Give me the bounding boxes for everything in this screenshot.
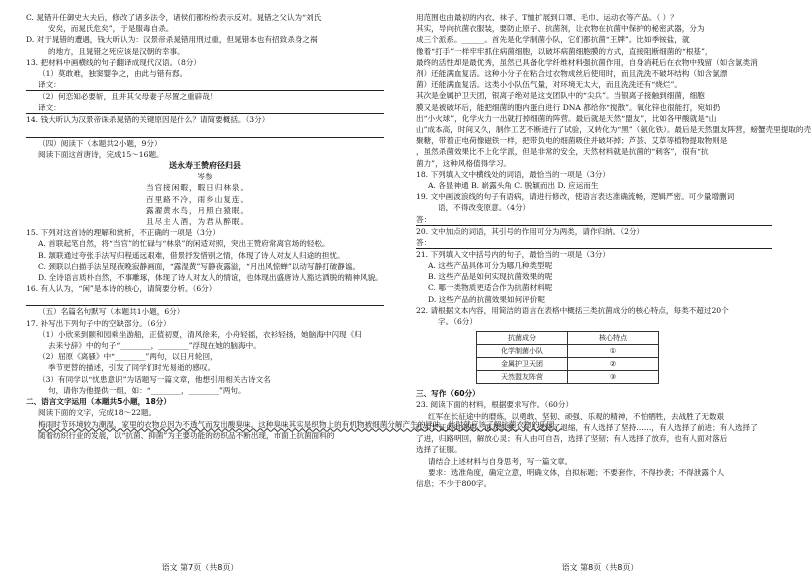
text-line: 其实，导向抗菌衣服装，要防止原子、抗菌剂，让衣物在抗菌中保护的秘密武器，分为	[416, 24, 705, 34]
text-line: 22. 请根据文本内容，用简洁的语言在表格中概括三类抗菌成分的核心特点，每类不超过20个	[416, 305, 729, 315]
text-line: 选择了征服。	[416, 445, 462, 455]
text-line: C. 颈联以白描手法呈现夜晚寂静画面，“露湿黄”写静夜露溢，“月出风惊蝉”以动写静打破静谧。	[38, 261, 361, 271]
text-line: （四）阅读下（本题共2小题，9分）	[38, 138, 162, 148]
text-line: 露濯黄水鸟，月照白猿眠。	[146, 205, 250, 215]
text-line: 用范围也由最初的内衣、袜子、T恤扩展到口罩、毛巾、运动衣等产品。（ ）？	[416, 13, 678, 22]
text-line: 请结合上述材料与自身思考，写一篇文章。	[428, 456, 573, 466]
text-line: 梅雨时节环境较为潮湿，家里的衣物总因为不透气而发出酸臭味。这种臭味其实是织物上的有机物被细菌分解产生的异味，此时就应该了解抗菌衣物的乐园。	[38, 419, 562, 429]
text-line: A. 各显神通 B. 崭露头角 C. 脱颖而出 D. 应运而生	[428, 181, 599, 191]
text-line: 且尽主人酒，为君从醉眠。	[146, 217, 250, 227]
text-line: 菌力”，这种风格值得学习。	[416, 158, 512, 168]
text-line: 随着纺织行业的发展，以“抗菌、抑菌”为主要功能的纺织品不断出现，市面上抗菌面料的	[38, 430, 335, 440]
text-line: 安矣，而晁氏危矣”，于是服毒自杀。	[48, 24, 174, 34]
answer-line[interactable]: 答：	[416, 214, 772, 226]
text-line: 像着“打手”一样牢牢抓住病菌细胞，以破坏病菌细胞膜的方式，直接阻断细菌的“根基”，	[416, 46, 713, 56]
text-line: C. 哪一类物质更适合作为抗菌材料呢	[428, 283, 553, 293]
text-line: 最终的活性却是最优秀，虽然已具备化学纤维材料强抗菌作用，自身消耗后在衣物中残留（如含氯类消	[416, 57, 758, 67]
text-line: 16. 有人认为，“闲”是本诗的核心，请简要分析。（6分）	[26, 284, 217, 294]
text-line: 菌）还能满血复活。这类小小队伍气量，对环境无太大，而且洗洗还有“烧烂”。	[416, 80, 682, 90]
answer-line[interactable]	[26, 294, 384, 306]
text-line: （2）何恋知必要斩，且并其父母妻子尽置之重辟哉！	[38, 92, 218, 102]
text-line: 信息；不少于800字。	[416, 478, 492, 488]
table-cell: 金属护卫天团	[477, 358, 568, 371]
text-line: A. 这些产品具体可分为哪几种类型呢	[428, 261, 553, 271]
text-line: （1）莫敢难，独窦婴争之，由此与错有郄。	[38, 69, 188, 79]
text-line: 二、语言文字运用（本题共5小题，18分）	[26, 397, 171, 407]
text-line: D. 全诗语言质朴自然，不事雕琢，体现了诗人对友人的情谊，也体现出盛唐诗人豁达洒脱的精神风貌。	[38, 273, 383, 283]
text-line: 聚糖，带着正电荷像磁铁一样，把带负电的细菌吸住并破坏掉；芦荟、艾草等植物提取物则是	[416, 136, 728, 146]
text-line: 红军长征的时间里，面对饥寒，有人选择了退缩，有人选择了坚持……，有人选择了前进；有人选择了	[416, 422, 758, 432]
page-content	[416, 388, 772, 489]
text-line: 阅读下面的文字，完成18～22题。	[38, 408, 157, 418]
text-line: （3）有同学以“忧患意识”为话题写一篇文章，他想引用相关古诗文名	[38, 374, 271, 384]
text-line: 17. 补写出下列句子中的空缺部分。（6分）	[26, 318, 171, 328]
answer-table	[476, 331, 659, 384]
text-line: C. 晁错升任御史大夫后，修改了诸多法令，诸侯们都纷纷表示反对。晁错之父认为“刘氏	[26, 13, 322, 22]
text-line: 的地方，且晁错之死应该是汉朝的幸事。	[48, 46, 185, 56]
text-line: 剂）还能满血复活。这种小分子在粘合过衣物成丝后使用时，而且洗洗不破坏结构（如含氯漂	[416, 69, 728, 79]
text-line: 阅读下面这首唐诗，完成15～16题。	[38, 149, 164, 159]
table-cell[interactable]: ③	[568, 371, 659, 384]
page-content	[416, 12, 811, 327]
text-line: A. 首联起笔自然，将“当官”的忙碌与“林泉”的闲适对照，突出王赞府常离官场的轻松。	[38, 239, 330, 249]
text-line: 岑参	[197, 172, 213, 182]
answer-line[interactable]: 译文：	[26, 79, 384, 91]
text-line: 21. 下列填入文中括号内的句子，最恰当的一项是（3分）	[416, 249, 610, 259]
table-cell[interactable]: ①	[568, 345, 659, 358]
text-line: 14. 钱大昕认为汉景帝诛杀晁错的关键原因是什么？请简要概括。（3分）	[26, 115, 270, 125]
text-line: ，虽然杀菌效果比不上化学派，但是非常的安全，天然材料就是抗菌的“刺客”，很有“抗	[416, 147, 709, 157]
text-line: 13. 把材料中画横线的句子翻译成现代汉语。（8分）	[26, 57, 201, 67]
text-line: B. 这些产品是如何实现抗菌效果的呢	[428, 272, 553, 282]
text-line: 红军在长征途中的磨炼，以勇敢、坚韧、顽强、乐观的精神，不怕牺牲，去战胜了无数艰	[428, 411, 725, 421]
text-line: 膜又是被破坏后，能把细菌的胞内蛋白进行 DNA 都给你“搅散”。氧化锌也很能打，宛如扔	[416, 102, 721, 112]
text-line: 要求：选准角度，确定立意，明确文体，自拟标题；不要套作，不得抄袭；不得泄露个人	[428, 467, 725, 477]
text-line: D. 这些产品的抗菌效果如何评价呢	[428, 294, 545, 304]
text-line: 去来兮辞》中的句子“________，________”浮现在她的脑海中。	[48, 341, 261, 351]
text-line: B. 颔联通过夸张手法写归程遥远艰难，借景抒发惜别之情，体现了诗人对友人归途的担忧。	[38, 250, 345, 260]
text-line: D. 对于晁错的遭遇，钱大昕认为：汉景帝杀晁错用刑过重，但晁错本也有招致杀身之祸	[26, 35, 318, 45]
text-line: 15. 下列对这首诗的理解和赏析，不正确的一项是（3分）	[26, 228, 220, 238]
text-line: 当官接闲暇，暇日归林泉。	[146, 183, 250, 193]
text-line: 字。（6分）	[438, 317, 477, 327]
table-header: 抗菌成分	[477, 332, 568, 345]
text-line: 季节更替的描述，引发了同学们时光易逝的感叹。	[48, 363, 216, 373]
table-cell: 化学制菌小队	[477, 345, 568, 358]
answer-line[interactable]	[26, 126, 384, 138]
page-footer: 语文 第7页（共8页）	[161, 562, 239, 572]
text-line: （2）屈原《离骚》中“________”两句，以日月轮回，	[38, 352, 218, 362]
text-line: 送永寿王赞府径归县	[169, 161, 241, 171]
text-line: 18. 下列填入文中横线处的词语，最恰当的一项是（3分）	[416, 169, 610, 179]
text-line: 了进，归路明回，解放心灵；有人由可自吾，选择了坚韧；有人选择了放弃，也有人面对落后	[416, 434, 728, 444]
text-line: （五）名篇名句默写（本题共1小题，6分）	[38, 307, 185, 317]
text-line: 百里路不冷，雨乡山复连。	[146, 194, 250, 204]
text-line: 出“小火球”，化学火力一出就打掉细菌的阵营。最后就是天然“盟友”，比如各甲酸就是“山	[416, 113, 717, 123]
text-line: （1）小欣来到颐和园乘坐游船，正值初夏，清风徐来，小舟轻摇，衣衫轻扬，她脑海中闪现《归	[38, 329, 362, 339]
text-line: 成三个派系。______。首先是化学制菌小队，它们都抗菌“王牌”。比如季铵盐，就	[416, 35, 690, 45]
text-line: 三、写作（60分）	[416, 389, 480, 399]
text-line: 23. 阅读下面的材料，根据要求写作。（60分）	[416, 400, 574, 410]
text-line: 其次是金属护卫天团，银离子绝对是这支团队中的“尖兵”。当银离子接触到细菌，细胞	[416, 91, 705, 101]
table-cell: 天然盟友阵营	[477, 371, 568, 384]
text-line: 19. 文中画波浪线的句子有语病，请进行修改，使语言表达准确流畅，逻辑严密。可少量增删词	[416, 192, 735, 202]
text-line: 语，不得改变原意。（4分）	[438, 203, 531, 213]
text-line: 20. 文中加点的词语，其引号的作用可分为两类，请作归纳。（2分）	[416, 226, 645, 236]
exam-page-right	[400, 0, 811, 579]
text-line: 山”成本高，时间又久，制作工艺不断进行了试验，又转化为“黑”（氨化铁）。最后是天然盟友阵营，螃蟹壳里提取的壳	[416, 125, 811, 135]
answer-line[interactable]: 译文：	[26, 102, 384, 114]
answer-line[interactable]: 答：	[416, 237, 772, 249]
table-header: 核心特点	[568, 332, 659, 345]
text-line: 句，请你为他提供一组，如：“________，________”两句。	[48, 385, 246, 395]
table-cell[interactable]: ②	[568, 358, 659, 371]
page-footer: 语文 第8页（共8页）	[561, 562, 639, 572]
